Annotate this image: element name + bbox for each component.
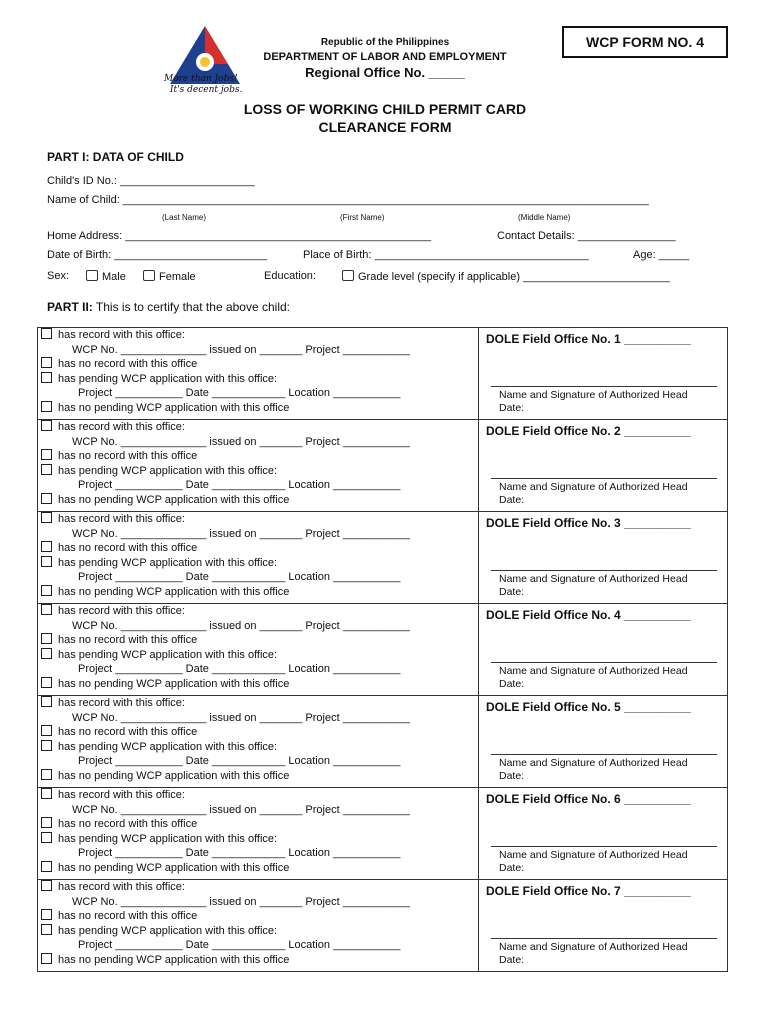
no-pending-checkbox[interactable] xyxy=(41,953,52,964)
has-record-checkbox[interactable] xyxy=(41,420,52,431)
pending-checkbox[interactable] xyxy=(41,832,52,843)
signature-line[interactable] xyxy=(491,754,717,755)
has-record-option[interactable]: has record with this office: xyxy=(38,328,478,343)
home-address-field[interactable]: Home Address: __________________________________________________ xyxy=(47,230,432,242)
office-row xyxy=(38,512,728,604)
pending-option[interactable]: has pending WCP application with this office: xyxy=(38,556,478,571)
no-record-option[interactable]: has no record with this office xyxy=(38,357,478,372)
has-record-checkbox[interactable] xyxy=(41,880,52,891)
field-office-label[interactable]: DOLE Field Office No. 5 __________ xyxy=(486,700,691,714)
pending-option[interactable]: has pending WCP application with this office: xyxy=(38,832,478,847)
wcp-number-field[interactable]: WCP No. ______________ issued on _______ Project ___________ xyxy=(72,895,411,908)
office-row xyxy=(38,880,728,972)
male-checkbox[interactable] xyxy=(86,270,98,281)
signature-line[interactable] xyxy=(491,938,717,939)
field-office-label[interactable]: DOLE Field Office No. 7 __________ xyxy=(486,884,691,898)
has-record-option[interactable]: has record with this office: xyxy=(38,512,478,527)
contact-details-field[interactable]: Contact Details: ________________ xyxy=(497,230,676,242)
project-field[interactable]: Project ___________ Date ____________ Location ___________ xyxy=(78,387,401,400)
signature-caption: Name and Signature of Authorized Head Date: xyxy=(499,941,688,966)
signature-caption: Name and Signature of Authorized Head Date: xyxy=(499,573,688,598)
no-record-checkbox[interactable] xyxy=(41,817,52,828)
office-row xyxy=(38,696,728,788)
no-pending-option[interactable]: has no pending WCP application with this office xyxy=(38,677,478,692)
office-row xyxy=(38,328,728,420)
part1-heading: PART I: DATA OF CHILD xyxy=(47,150,184,164)
department-text: DEPARTMENT OF LABOR AND EMPLOYMENT xyxy=(263,51,507,63)
has-record-option[interactable]: has record with this office: xyxy=(38,420,478,435)
logo-tagline: More than Jobs! It's decent jobs. xyxy=(164,74,243,95)
field-office-cell xyxy=(479,512,728,604)
has-record-checkbox[interactable] xyxy=(41,512,52,523)
certification-options xyxy=(38,328,479,420)
regional-office-field[interactable]: Regional Office No. _____ xyxy=(305,65,465,80)
field-office-cell xyxy=(479,420,728,512)
no-record-checkbox[interactable] xyxy=(41,909,52,920)
no-pending-checkbox[interactable] xyxy=(41,401,52,412)
no-record-option[interactable]: has no record with this office xyxy=(38,817,478,832)
project-field[interactable]: Project ___________ Date ____________ Location ___________ xyxy=(78,939,401,952)
no-pending-option[interactable]: has no pending WCP application with this office xyxy=(38,769,478,784)
no-record-checkbox[interactable] xyxy=(41,449,52,460)
signature-caption: Name and Signature of Authorized Head Date: xyxy=(499,757,688,782)
signature-line[interactable] xyxy=(491,478,717,479)
field-office-label[interactable]: DOLE Field Office No. 3 __________ xyxy=(486,516,691,530)
pending-checkbox[interactable] xyxy=(41,556,52,567)
place-of-birth-field[interactable]: Place of Birth: ___________________________________ xyxy=(303,249,589,261)
pending-checkbox[interactable] xyxy=(41,648,52,659)
middle-name-caption: (Middle Name) xyxy=(518,213,571,222)
signature-line[interactable] xyxy=(491,846,717,847)
signature-caption: Name and Signature of Authorized Head Date: xyxy=(499,389,688,414)
date-field: Date: xyxy=(499,678,525,690)
pending-option[interactable]: has pending WCP application with this office: xyxy=(38,372,478,387)
pending-option[interactable]: has pending WCP application with this office: xyxy=(38,648,478,663)
no-pending-checkbox[interactable] xyxy=(41,493,52,504)
no-record-checkbox[interactable] xyxy=(41,541,52,552)
last-name-caption: (Last Name) xyxy=(162,213,207,222)
has-record-option[interactable]: has record with this office: xyxy=(38,696,478,711)
form-title-line1: LOSS OF WORKING CHILD PERMIT CARD xyxy=(243,101,527,117)
signature-caption: Name and Signature of Authorized Head Date: xyxy=(499,481,688,506)
female-option[interactable] xyxy=(143,270,196,283)
certification-options xyxy=(38,696,479,788)
date-field: Date: xyxy=(499,402,525,414)
field-office-cell xyxy=(479,328,728,420)
pending-checkbox[interactable] xyxy=(41,924,52,935)
wcp-number-field[interactable]: WCP No. ______________ issued on _______ Project ___________ xyxy=(72,711,411,724)
wcp-number-field[interactable]: WCP No. ______________ issued on _______ Project ___________ xyxy=(72,343,411,356)
age-field[interactable]: Age: _____ xyxy=(633,249,690,261)
no-record-option[interactable]: has no record with this office xyxy=(38,909,478,924)
no-record-option[interactable]: has no record with this office xyxy=(38,725,478,740)
pending-option[interactable]: has pending WCP application with this office: xyxy=(38,924,478,939)
date-field: Date: xyxy=(499,862,525,874)
wcp-number-field[interactable]: WCP No. ______________ issued on _______ Project ___________ xyxy=(72,619,411,632)
certification-options xyxy=(38,880,479,972)
pending-checkbox[interactable] xyxy=(41,464,52,475)
clearance-table xyxy=(37,327,728,972)
pending-option[interactable]: has pending WCP application with this office: xyxy=(38,464,478,479)
wcp-number-field[interactable]: WCP No. ______________ issued on _______ Project ___________ xyxy=(72,435,411,448)
no-pending-option[interactable]: has no pending WCP application with this office xyxy=(38,493,478,508)
no-record-option[interactable]: has no record with this office xyxy=(38,449,478,464)
has-record-checkbox[interactable] xyxy=(41,788,52,799)
child-name-field[interactable]: Name of Child: ______________________________________________________________________________________ xyxy=(47,194,649,206)
no-pending-option[interactable]: has no pending WCP application with this office xyxy=(38,861,478,876)
field-office-label[interactable]: DOLE Field Office No. 4 __________ xyxy=(486,608,691,622)
wcp-number-field[interactable]: WCP No. ______________ issued on _______ Project ___________ xyxy=(72,527,411,540)
project-field[interactable]: Project ___________ Date ____________ Location ___________ xyxy=(78,663,401,676)
certification-options xyxy=(38,420,479,512)
pending-checkbox[interactable] xyxy=(41,372,52,383)
no-pending-checkbox[interactable] xyxy=(41,769,52,780)
date-of-birth-field[interactable]: Date of Birth: _________________________ xyxy=(47,249,268,261)
date-field: Date: xyxy=(499,770,525,782)
republic-text: Republic of the Philippines xyxy=(320,37,450,48)
date-field: Date: xyxy=(499,954,525,966)
no-pending-checkbox[interactable] xyxy=(41,585,52,596)
has-record-option[interactable]: has record with this office: xyxy=(38,880,478,895)
signature-line[interactable] xyxy=(491,570,717,571)
has-record-option[interactable]: has record with this office: xyxy=(38,788,478,803)
certification-options xyxy=(38,788,479,880)
no-pending-checkbox[interactable] xyxy=(41,677,52,688)
has-record-option[interactable]: has record with this office: xyxy=(38,604,478,619)
field-office-cell xyxy=(479,788,728,880)
office-row xyxy=(38,420,728,512)
male-option[interactable] xyxy=(86,270,126,283)
signature-caption: Name and Signature of Authorized Head Date: xyxy=(499,849,688,874)
child-id-field[interactable]: Child's ID No.: ______________________ xyxy=(47,175,255,187)
sex-label: Sex: xyxy=(47,270,70,282)
project-field[interactable]: Project ___________ Date ____________ Location ___________ xyxy=(78,847,401,860)
field-office-cell xyxy=(479,880,728,972)
no-pending-option[interactable]: has no pending WCP application with this office xyxy=(38,953,478,968)
no-record-checkbox[interactable] xyxy=(41,725,52,736)
no-pending-checkbox[interactable] xyxy=(41,861,52,872)
form-number-badge: WCP FORM NO. 4 xyxy=(562,26,728,58)
pending-option[interactable]: has pending WCP application with this office: xyxy=(38,740,478,755)
field-office-cell xyxy=(479,604,728,696)
no-record-checkbox[interactable] xyxy=(41,633,52,644)
has-record-checkbox[interactable] xyxy=(41,328,52,339)
signature-line[interactable] xyxy=(491,662,717,663)
field-office-label[interactable]: DOLE Field Office No. 6 __________ xyxy=(486,792,691,806)
certification-options xyxy=(38,512,479,604)
no-pending-option[interactable]: has no pending WCP application with this office xyxy=(38,401,478,416)
office-row xyxy=(38,788,728,880)
grade-level-checkbox[interactable] xyxy=(342,270,354,281)
female-label: Female xyxy=(159,271,196,283)
certification-options xyxy=(38,604,479,696)
form-title-line2: CLEARANCE FORM xyxy=(318,119,452,135)
project-field[interactable]: Project ___________ Date ____________ Location ___________ xyxy=(78,571,401,584)
no-record-option[interactable]: has no record with this office xyxy=(38,633,478,648)
no-record-checkbox[interactable] xyxy=(41,357,52,368)
wcp-number-field[interactable]: WCP No. ______________ issued on _______ Project ___________ xyxy=(72,803,411,816)
male-label: Male xyxy=(102,271,126,283)
female-checkbox[interactable] xyxy=(143,270,155,281)
date-field: Date: xyxy=(499,494,525,506)
date-field: Date: xyxy=(499,586,525,598)
education-label: Education: xyxy=(264,270,316,282)
grade-level-field[interactable]: Grade level (specify if applicable) ________________________ xyxy=(358,271,670,283)
has-record-checkbox[interactable] xyxy=(41,604,52,615)
field-office-label[interactable]: DOLE Field Office No. 1 __________ xyxy=(486,332,691,346)
signature-line[interactable] xyxy=(491,386,717,387)
pending-checkbox[interactable] xyxy=(41,740,52,751)
no-record-option[interactable]: has no record with this office xyxy=(38,541,478,556)
project-field[interactable]: Project ___________ Date ____________ Location ___________ xyxy=(78,755,401,768)
field-office-label[interactable]: DOLE Field Office No. 2 __________ xyxy=(486,424,691,438)
grade-level-option[interactable] xyxy=(342,270,670,283)
no-pending-option[interactable]: has no pending WCP application with this office xyxy=(38,585,478,600)
signature-caption: Name and Signature of Authorized Head Date: xyxy=(499,665,688,690)
first-name-caption: (First Name) xyxy=(340,213,385,222)
part2-heading: PART II: This is to certify that the above child: xyxy=(47,300,290,314)
office-row xyxy=(38,604,728,696)
project-field[interactable]: Project ___________ Date ____________ Location ___________ xyxy=(78,479,401,492)
has-record-checkbox[interactable] xyxy=(41,696,52,707)
field-office-cell xyxy=(479,696,728,788)
